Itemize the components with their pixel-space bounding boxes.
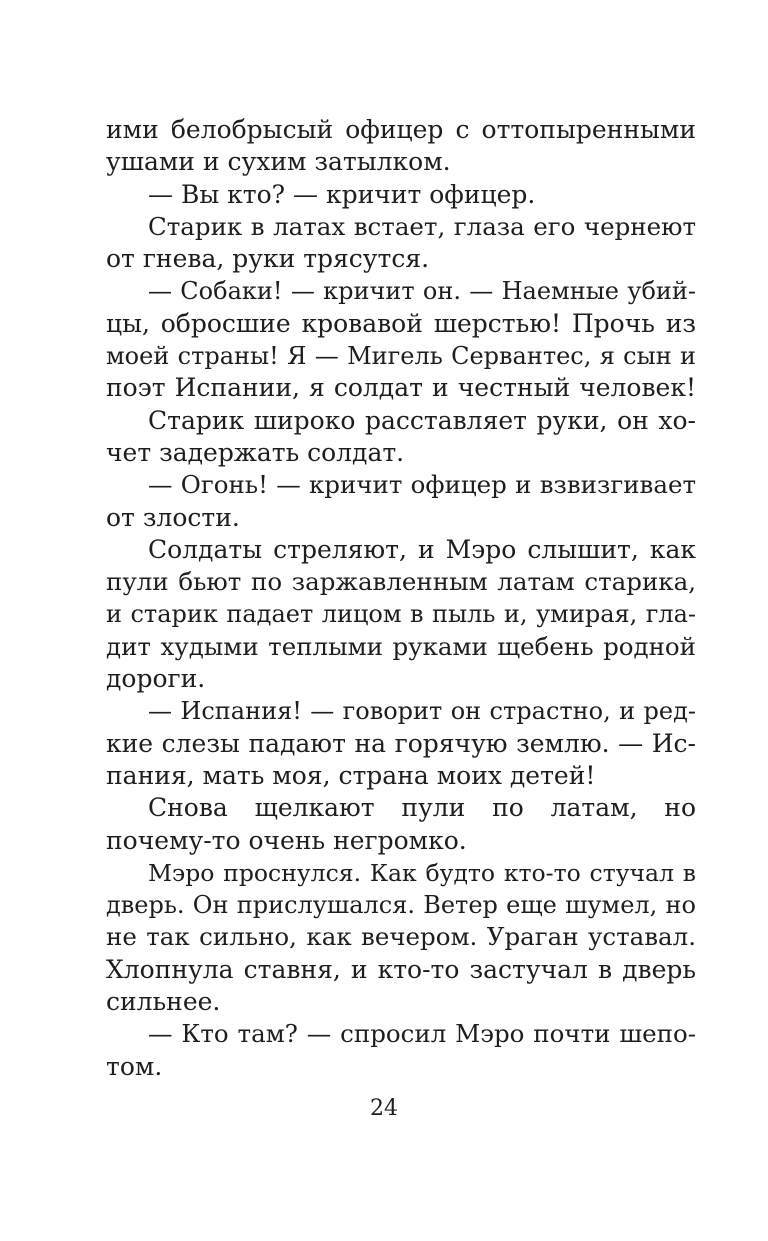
text-line: и старик падает лицом в пыль и, умирая, гла- <box>106 600 696 629</box>
text-line: пули бьют по заржавленным латам старика, <box>106 567 696 597</box>
text-line: сильнее. <box>106 987 221 1017</box>
text-line: от злости. <box>106 502 240 532</box>
text-line: почему-то очень негромко. <box>106 825 467 855</box>
text-line: цы, обросшие кровавой шерстью! Прочь из <box>106 308 696 338</box>
text-line: дороги. <box>106 664 206 694</box>
text-line: — Вы кто? — кричит офицер. <box>148 179 536 209</box>
text-line: Мэро проснулся. Как будто кто-то стучал в <box>148 858 696 887</box>
body-text <box>106 114 696 1083</box>
text-line: Старик широко расставляет руки, он хо- <box>148 405 696 435</box>
text-line: пания, мать моя, страна моих детей! <box>106 760 596 790</box>
text-line: Солдаты стреляют, и Мэро слышит, как <box>148 534 696 564</box>
text-line: ими белобрысый офицер с оттопыренными <box>106 115 696 144</box>
text-line: — Испания! — говорит он страстно, и ред- <box>148 697 696 726</box>
text-line: чет задержать солдат. <box>106 437 405 467</box>
text-line: — Огонь! — кричит офицер и взвизгивает <box>148 470 696 500</box>
text-line: том. <box>106 1051 163 1081</box>
text-line: — Кто там? — спросил Мэро почти шепо- <box>148 1019 696 1049</box>
text-line: поэт Испании, я солдат и честный человек! <box>106 373 696 403</box>
text-line: дверь. Он прислушался. Ветер еще шумел, но <box>106 891 696 920</box>
text-line: — Собаки! — кричит он. — Наемные убий- <box>148 277 696 306</box>
text-line: Снова щелкают пули по латам, но <box>148 793 696 823</box>
text-line: моей страны! Я — Мигель Сервантес, я сын и <box>106 342 696 371</box>
page-number: 24 <box>370 1096 398 1121</box>
text-line: ушами и сухим затылком. <box>106 147 451 177</box>
text-line: кие слезы падают на горячую землю. — Ис- <box>106 728 696 758</box>
text-line: Старик в латах встает, глаза его чернеют <box>148 211 696 241</box>
text-line: Хлопнула ставня, и кто-то застучал в дверь <box>106 954 696 984</box>
text-line: не так сильно, как вечером. Ураган уставал. <box>106 922 696 952</box>
text-line: от гнева, руки трясутся. <box>106 244 430 274</box>
text-line: дит худыми теплыми руками щебень родной <box>106 631 696 661</box>
